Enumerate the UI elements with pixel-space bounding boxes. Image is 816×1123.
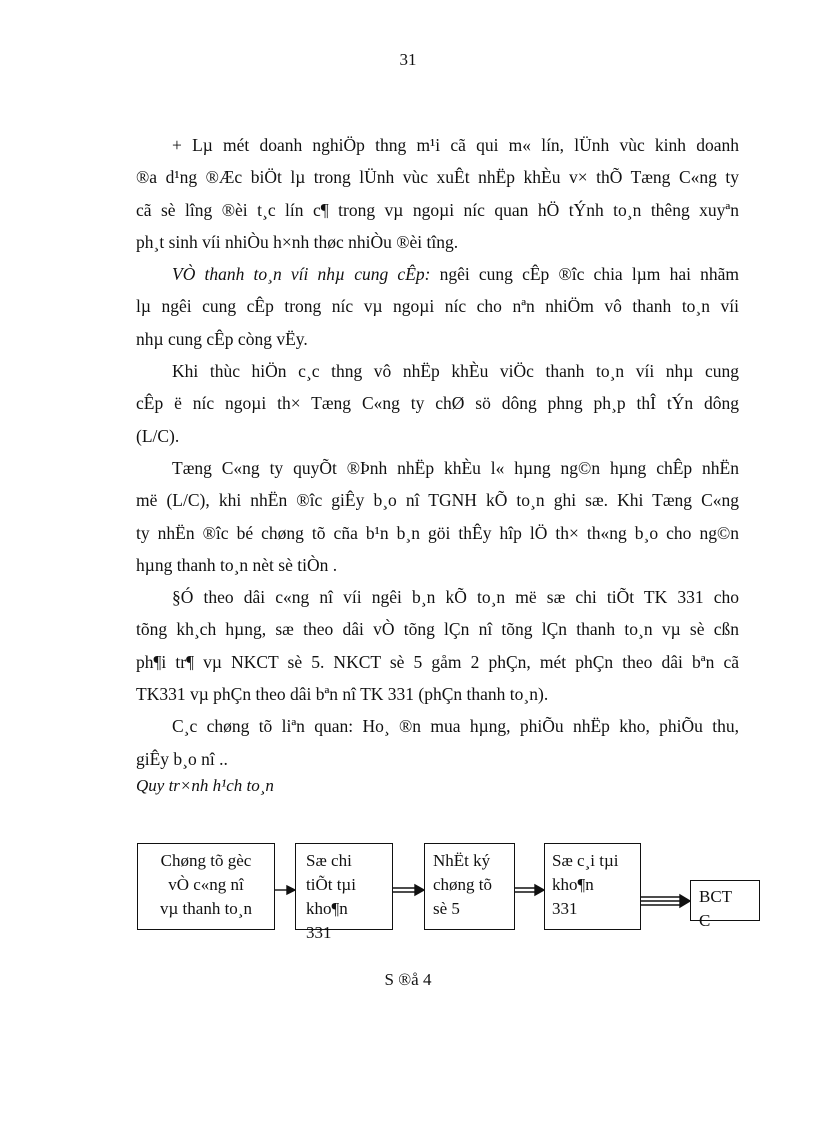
- paragraph-1-line: ®a d¹ng ®Æc biÖt lµ trong lÜnh vùc xuÊt nhËp khÈu v× thÕ Tæng C«ng ty: [136, 167, 739, 188]
- paragraph-2-lead: VÒ thanh to¸n víi nhµ cung cÊp:: [172, 264, 431, 285]
- paragraph-1-line: ph¸t sinh víi nhiÒu h×nh thøc nhiÒu ®èi tîng.: [136, 231, 459, 252]
- flow-box-line: Sæ chi: [306, 851, 352, 870]
- flow-box-line: BCT: [699, 887, 733, 906]
- flow-box-line: vµ thanh to¸n: [160, 899, 252, 918]
- flow-box-line: NhËt ký: [433, 851, 491, 870]
- paragraph-6-line: C¸c chøng tõ liªn quan: Ho¸ ®n mua hµng, phiÕu nhËp kho, phiÕu thu,: [172, 716, 739, 737]
- paragraph-2-text: ngêi cung cÊp ®îc chia lµm hai nhãm: [430, 264, 739, 285]
- paragraph-5-line: §Ó theo dâi c«ng nî víi ngêi b¸n kÕ to¸n më sæ chi tiÕt TK 331 cho: [172, 587, 739, 608]
- flow-box-source-documents: [137, 843, 275, 930]
- flow-box-line: 331: [306, 923, 332, 942]
- paragraph-5-line: TK331 vµ phÇn theo dâi bªn nî TK 331 (phÇn thanh to¸n).: [136, 684, 549, 705]
- paragraph-2-line: [136, 258, 739, 290]
- flow-box-line: Sæ c¸i tµi: [552, 851, 619, 870]
- flow-box-detail-ledger-331: [295, 843, 393, 942]
- flow-box-general-ledger-331: [544, 843, 641, 930]
- flow-box-financial-report: [690, 880, 760, 930]
- paragraph-4-line: Tæng C«ng ty quyÕt ®Þnh nhËp khÈu l« hµng ng©n hµng chÊp nhËn: [172, 457, 739, 478]
- paragraph-4-line: ty nhËn ®îc bé chøng tõ cña b¹n b¸n göi thÊy hîp lÖ th× th«ng b¸o cho ng©n: [136, 522, 739, 543]
- flow-box-line: C: [699, 911, 711, 930]
- flow-box-line: kho¶n: [306, 899, 348, 918]
- diagram-caption: S ®å 4: [384, 970, 432, 989]
- arrow-4-head: [680, 895, 690, 907]
- paragraph-2-line: nhµ cung cÊp còng vËy.: [136, 328, 308, 349]
- flow-box-line: Chøng tõ gèc: [160, 851, 252, 870]
- arrow-1-head: [287, 886, 295, 894]
- paragraph-3-line: (L/C).: [136, 425, 180, 446]
- flow-box-line: chøng tõ: [433, 875, 493, 894]
- body-text: [136, 129, 739, 775]
- page-number: 31: [399, 50, 417, 69]
- paragraph-3-line: cÊp ë níc ngoµi th× Tæng C«ng ty chØ sö dông phng ph¸p thÎ tÝn dông: [136, 393, 739, 414]
- paragraph-5-line: tõng kh¸ch hµng, sæ theo dâi vÒ tõng lÇn nî tõng lÇn thanh to¸n vµ sè cßn: [136, 619, 739, 640]
- section-heading: Quy tr×nh h¹ch to¸n: [136, 776, 274, 795]
- paragraph-2-line: lµ ngêi cung cÊp trong níc vµ ngoµi níc cho nªn nhiÖm vô thanh to¸n víi: [136, 296, 739, 317]
- paragraph-5-line: ph¶i tr¶ vµ NKCT sè 5. NKCT sè 5 gåm 2 phÇn, mét phÇn theo dâi bªn cã: [136, 651, 739, 672]
- flow-box-line: kho¶n: [552, 875, 594, 894]
- arrow-3-head: [535, 885, 544, 895]
- paragraph-6-line: giÊy b¸o nî ..: [136, 748, 228, 769]
- paragraph-1-line: cã sè lîng ®èi t¸c lín c¶ trong vµ ngoµi níc quan hÖ tÝnh to¸n thêng xuyªn: [136, 199, 739, 220]
- flow-box-line: vÒ c«ng nî: [168, 875, 244, 894]
- paragraph-3-line: Khi thùc hiÖn c¸c thng vô nhËp khÈu viÖc thanh to¸n víi nhµ cung: [172, 361, 739, 382]
- flow-box-line: tiÕt tµi: [306, 875, 356, 894]
- paragraph-4-line: më (L/C), khi nhËn ®îc giÊy b¸o nî TGNH kÕ to¸n ghi sæ. Khi Tæng C«ng: [136, 490, 739, 511]
- flow-box-journal-5: [424, 843, 515, 930]
- paragraph-1-line: + Lµ mét doanh nghiÖp thng m¹i cã qui m« lín, lÜnh vùc kinh doanh: [172, 135, 739, 155]
- flow-box-line: sè 5: [433, 899, 460, 918]
- paragraph-4-line: hµng thanh to¸n nèt sè tiÒn .: [136, 554, 338, 575]
- flow-box-line: 331: [552, 899, 578, 918]
- arrow-2-head: [415, 885, 424, 895]
